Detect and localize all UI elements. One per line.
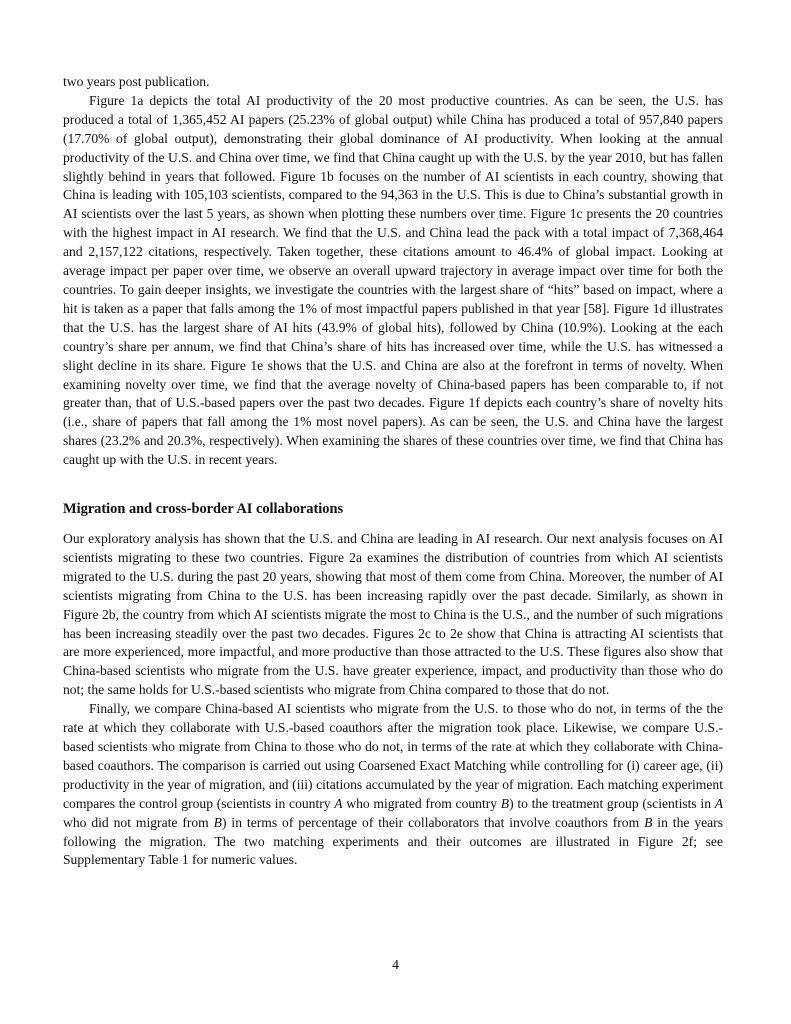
page-number: 4: [392, 957, 399, 972]
section-heading: Migration and cross-border AI collaborations: [63, 501, 344, 518]
math-variable: A: [334, 795, 343, 811]
text-run: ) to the treatment group (scientists in: [509, 795, 715, 811]
math-variable: B: [500, 795, 510, 811]
paragraph-continuation: two years post publication.: [63, 74, 210, 89]
text-run: in the years following the migration. The two matching experiments and their outcomes are illustrated in Figure 2f; see Supplementary Table 1 for numeric values.: [63, 814, 723, 868]
text-run: who did not migrate from: [63, 814, 214, 830]
text-run: who migrated from country: [342, 795, 501, 811]
text-run: ) in terms of percentage of their collaborators that involve coauthors from: [221, 814, 645, 830]
text-run: Finally, we compare China-based AI scientists who migrate from the U.S. to those who do not, in terms of the the rate at which they collaborate with U.S.-based coauthors after the migration took place. Likewise, we compare U.S.-based scientists who migrate from China to those who do not, in terms of the rate at which they collaborate with China-based coauthors. The comparison is carried out using Coarsened Exact Matching while controlling for (i) career age, (ii) productivity in the year of migration, and (iii) citations accumulated by the year of migration. Each matching experiment compares the control group (scientists in country: [63, 701, 723, 811]
paragraph-collaboration: [63, 700, 723, 870]
math-variable: B: [213, 814, 222, 830]
math-variable: A: [714, 795, 724, 811]
math-variable: B: [644, 814, 653, 830]
paragraph-ai-productivity: Figure 1a depicts the total AI productivity of the 20 most productive countries. As can be seen, the U.S. has produced a total of 1,365,452 AI papers (25.23% of global output) while China has produced a total of 957,840 papers (17.70% of global output), demonstrating their global dominance of AI productivity. When looking at the annual productivity of the U.S. and China over time, we find that China caught up with the U.S. by the year 2010, but has fallen slightly behind in years that followed. Figure 1b focuses on the number of AI scientists in each country, showing that China is leading with 105,103 scientists, compared to the 94,363 in the U.S. This is due to China’s substantial growth in AI scientists over the last 5 years, as shown when plotting these numbers over time. Figure 1c presents the 20 countries with the highest impact in AI research. We find that the U.S. and China lead the pack with a total impact of 7,368,464 and 2,157,122 citations, respectively. Taken together, these citations amount to 46.4% of global impact. Looking at average impact per paper over time, we observe an overall upward trajectory in average impact over time for both the countries. To gain deeper insights, we investigate the countries with the largest share of “hits” based on impact, where a hit is taken as a paper that falls among the 1% of most impactful papers published in that year [58]. Figure 1d illustrates that the U.S. has the largest share of AI hits (43.9% of global hits), followed by China (10.9%). Looking at the each country’s share per annum, we find that China’s share of hits has increased over time, while the U.S. has witnessed a slight decline in its share. Figure 1e shows that the U.S. and China are also at the forefront in terms of novelty. When examining novelty over time, we find that the average novelty of China-based papers has been comparable to, if not greater than, that of U.S.-based papers over the past two decades. Figure 1f depicts each country’s share of novelty hits (i.e., share of papers that fall among the 1% most novel papers). As can be seen, the U.S. and China have the largest shares (23.2% and 20.3%, respectively). When examining the shares of these countries over time, we find that China has caught up with the U.S. in recent years.: [63, 92, 723, 468]
page-body: [63, 73, 723, 870]
paragraph-migration: Our exploratory analysis has shown that the U.S. and China are leading in AI research. Our next analysis focuses on AI scientists migrating to these two countries. Figure 2a examines the distribution of countries from which AI scientists migrated to the U.S. during the past 20 years, showing that most of them come from China. Moreover, the number of AI scientists migrating from China to the U.S. has been increasing rapidly over the past decade. Similarly, as shown in Figure 2b, the country from which AI scientists migrate the most to China is the U.S., and the number of such migrations has been increasing steadily over the past two decades. Figures 2c to 2e show that China is attracting AI scientists that are more experienced, more impactful, and more productive than those attracted to the U.S. These figures also show that China-based scientists who migrate from the U.S. have greater experience, impact, and productivity than those who do not; the same holds for U.S.-based scientists who migrate from China compared to those that do not.: [63, 531, 723, 698]
